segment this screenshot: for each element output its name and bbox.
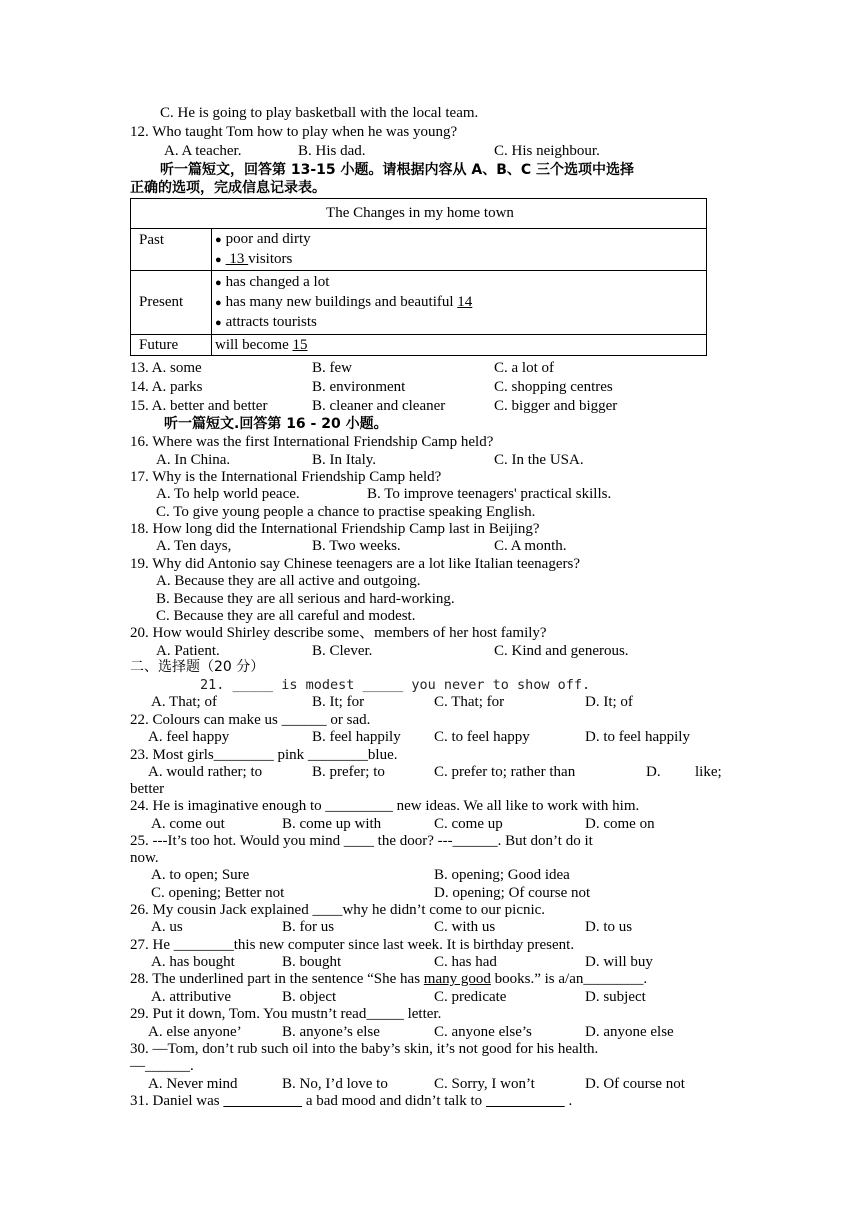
q11-option-c: C. He is going to play basketball with the local team. [160,105,479,121]
q29-option-d: D. anyone else [585,1024,674,1040]
q28-option-b: B. object [282,989,337,1005]
q23-question: 23. Most girls________ pink ________blue. [130,747,398,763]
q28-option-a: A. attributive [151,989,231,1005]
q21-question: 21. _____ is modest _____ you never to show off. [200,677,591,693]
present-item-2: ● has many new buildings and beautiful 14 [215,293,706,313]
blank-31-2[interactable] [486,1093,565,1109]
q13-option-a: 13. A. some [130,360,202,376]
q24-option-b: B. come up with [282,816,382,832]
q23-option-d-text: like; [695,764,722,780]
present-label: Present [131,271,212,335]
q20-option-a: A. Patient. [156,643,220,659]
q31-question: 31. Daniel was a bad mood and didn’t talk to . [130,1093,573,1109]
q20-option-c: C. Kind and generous. [494,643,629,659]
q14-option-b: B. environment [312,379,406,395]
q22-question: 22. Colours can make us ______ or sad. [130,712,371,728]
q15-option-c: C. bigger and bigger [494,398,618,414]
present-item-1: ● has changed a lot [215,273,706,293]
q23-option-c: C. prefer to; rather than [434,764,576,780]
q16-option-b: B. In Italy. [312,452,377,468]
q12-question: 12. Who taught Tom how to play when he was young? [130,124,458,140]
q28-option-d: D. subject [585,989,646,1005]
q27-option-b: B. bought [282,954,342,970]
instruction-13-15-line1: 听一篇短文，回答第 13-15 小题。请根据内容从 A、B、C 三个选项中选择 [160,162,635,178]
q18-question: 18. How long did the International Friendship Camp last in Beijing? [130,521,540,537]
q19-option-b: B. Because they are all serious and hard-working. [156,591,455,607]
q21-option-c: C. That; for [434,694,505,710]
q17-option-a: A. To help world peace. [156,486,300,502]
changes-table [130,198,707,356]
q19-option-c: C. Because they are all careful and modest. [156,608,416,624]
future-item: will become 15 [212,335,707,356]
q17-option-c: C. To give young people a chance to practise speaking English. [156,504,536,520]
q12-option-b: B. His dad. [298,143,366,159]
q15-option-b: B. cleaner and cleaner [312,398,446,414]
instruction-13-15-line2: 正确的选项，完成信息记录表。 [130,180,326,196]
q29-option-a: A. else anyone’ [148,1024,242,1040]
q16-option-c: C. In the USA. [494,452,584,468]
q30-option-c: C. Sorry, I won’t [434,1076,535,1092]
blank-14[interactable]: 14 [457,293,473,310]
q30-option-b: B. No, I’d love to [282,1076,388,1092]
q22-option-d: D. to feel happily [585,729,690,745]
q18-option-b: B. Two weeks. [312,538,401,554]
q28-question: 28. The underlined part in the sentence “She has many good books.” is a/an________. [130,971,648,987]
past-item-2: ● 13 visitors [215,250,706,270]
blank-15[interactable]: 15 [292,336,308,353]
q26-option-a: A. us [151,919,183,935]
q30-option-a: A. Never mind [148,1076,238,1092]
q25-option-d: D. opening; Of course not [434,885,591,901]
q25-question: 25. ---It’s too hot. Would you mind ____ the door? ---______. But don’t do it [130,833,593,849]
q22-option-b: B. feel happily [312,729,401,745]
section-2-heading: 二、选择题（20 分） [130,659,265,675]
q18-option-a: A. Ten days, [156,538,232,554]
q17-question: 17. Why is the International Friendship Camp held? [130,469,442,485]
past-label: Past [131,229,212,271]
q20-question: 20. How would Shirley describe some、members of her host family? [130,625,547,641]
q29-option-c: C. anyone else’s [434,1024,532,1040]
q30-question: 30. —Tom, don’t rub such oil into the baby’s skin, it’s not good for his health. [130,1041,599,1057]
blank-31-1[interactable] [223,1093,302,1109]
q30-question-wrap: —______. [130,1058,194,1074]
q12-option-a: A. A teacher. [164,143,242,159]
q18-option-c: C. A month. [494,538,567,554]
blank-13[interactable]: 13 [225,250,249,267]
present-item-3: ● attracts tourists [215,313,706,333]
underlined-phrase: many good [423,971,491,987]
q27-option-d: D. will buy [585,954,653,970]
q17-option-b: B. To improve teenagers' practical skills. [367,486,612,502]
q15-option-a: 15. A. better and better [130,398,268,414]
q21-option-d: D. It; of [585,694,633,710]
q14-option-c: C. shopping centres [494,379,613,395]
q20-option-b: B. Clever. [312,643,373,659]
q16-option-a: A. In China. [156,452,231,468]
q25-option-c: C. opening; Better not [151,885,285,901]
table-title: The Changes in my home town [131,199,707,229]
q25-question-wrap: now. [130,850,159,866]
q22-option-a: A. feel happy [148,729,230,745]
q24-question: 24. He is imaginative enough to _________ new ideas. We all like to work with him. [130,798,640,814]
q24-option-a: A. come out [151,816,225,832]
future-label: Future [131,335,212,356]
q23-option-d-wrap: better [130,781,165,797]
q29-option-b: B. anyone’s else [282,1024,380,1040]
q23-option-b: B. prefer; to [312,764,385,780]
q30-option-d: D. Of course not [585,1076,685,1092]
q25-option-a: A. to open; Sure [151,867,250,883]
q19-option-a: A. Because they are all active and outgoing. [156,573,421,589]
q26-option-d: D. to us [585,919,633,935]
q19-question: 19. Why did Antonio say Chinese teenagers are a lot like Italian teenagers? [130,556,580,572]
q28-option-c: C. predicate [434,989,507,1005]
q26-option-b: B. for us [282,919,335,935]
instruction-16-20: 听一篇短文.回答第 16 - 20 小题。 [164,416,388,432]
q14-option-a: 14. A. parks [130,379,203,395]
q27-option-a: A. has bought [151,954,235,970]
q25-option-b: B. opening; Good idea [434,867,570,883]
q16-question: 16. Where was the first International Friendship Camp held? [130,434,494,450]
q22-option-c: C. to feel happy [434,729,530,745]
q26-option-c: C. with us [434,919,496,935]
q23-option-a: A. would rather; to [148,764,263,780]
q13-option-b: B. few [312,360,352,376]
q24-option-c: C. come up [434,816,503,832]
q29-question: 29. Put it down, Tom. You mustn’t read_____ letter. [130,1006,442,1022]
q12-option-c: C. His neighbour. [494,143,600,159]
q23-option-d-label: D. [646,764,661,780]
q24-option-d: D. come on [585,816,655,832]
q27-option-c: C. has had [434,954,497,970]
past-item-1: ● poor and dirty [215,230,706,250]
q27-question: 27. He ________this new computer since last week. It is birthday present. [130,937,575,953]
q21-option-a: A. That; of [151,694,217,710]
q26-question: 26. My cousin Jack explained ____why he didn’t come to our picnic. [130,902,546,918]
q13-option-c: C. a lot of [494,360,554,376]
q21-option-b: B. It; for [312,694,365,710]
